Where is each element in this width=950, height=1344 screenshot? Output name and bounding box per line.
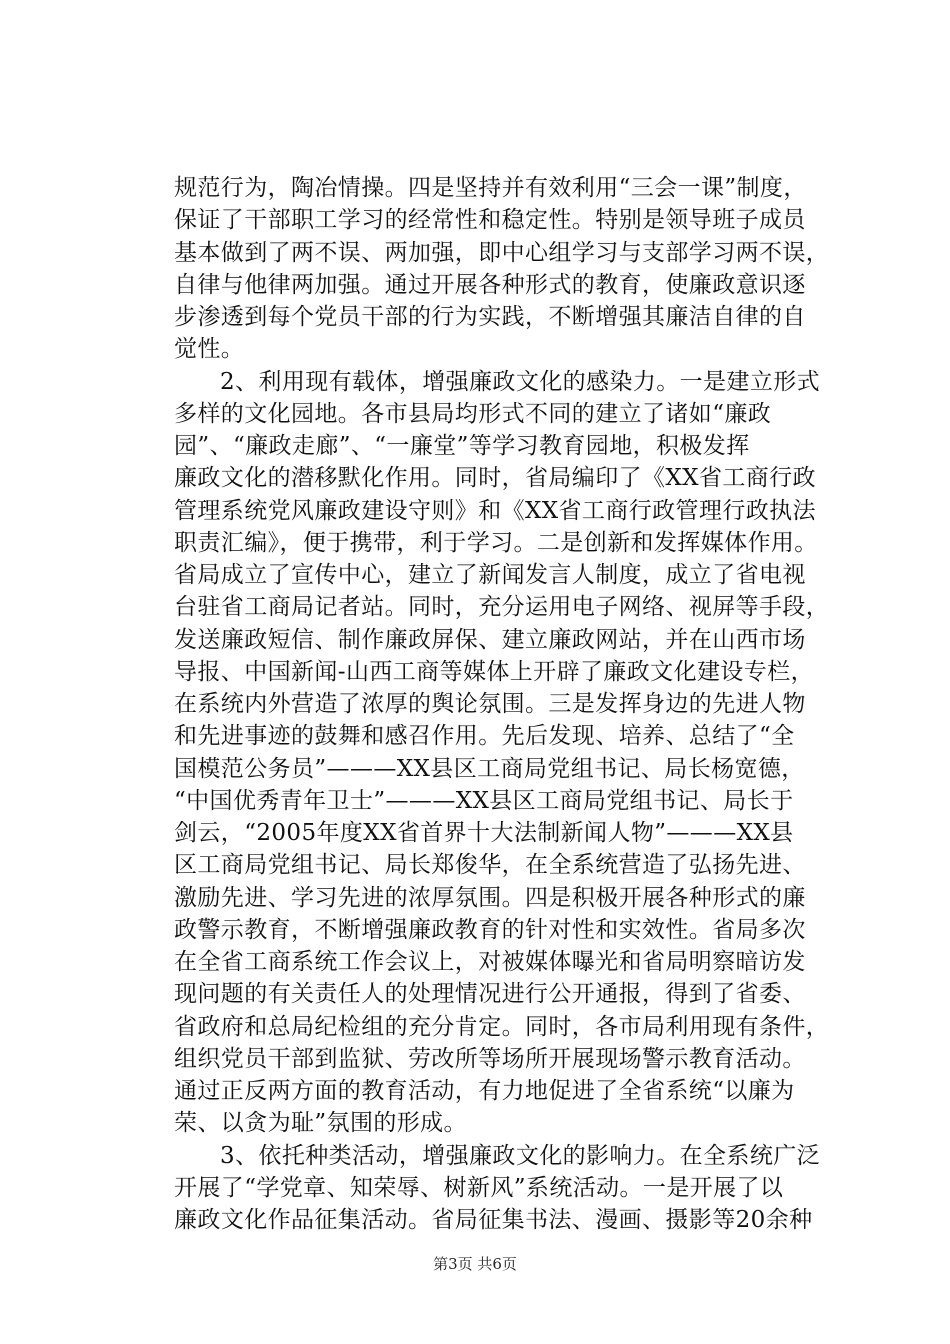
- text-line: 基本做到了两不误、两加强，即中心组学习与支部学习两不误，: [174, 239, 830, 266]
- text-line: 管理系统党风廉政建设守则》和《XX省工商行政管理行政执法: [174, 497, 816, 524]
- text-line: 步渗透到每个党员干部的行为实践，不断增强其廉洁自律的自: [174, 304, 806, 330]
- text-line: 导报、中国新闻-山西工商等媒体上开辟了廉政文化建设专栏，: [174, 658, 814, 685]
- text-line: 发送廉政短信、制作廉政屏保、建立廉政网站，并在山西市场: [174, 626, 806, 653]
- text-line: 国模范公务员”———XX县区工商局党组书记、局长杨宽德，: [174, 755, 805, 782]
- body-text: [174, 172, 834, 1236]
- text-line: 园”、“廉政走廊”、“一廉堂”等学习教育园地，积极发挥: [174, 433, 750, 459]
- paragraph-3-first-line: 3、依托种类活动，增强廉政文化的影响力。在全系统广泛: [220, 1142, 821, 1169]
- text-line: 廉政文化作品征集活动。省局征集书法、漫画、摄影等20余种: [174, 1207, 813, 1233]
- text-line: 激励先进、学习先进的浓厚氛围。四是积极开展各种形式的廉: [174, 884, 806, 911]
- text-line: 政警示教育，不断增强廉政教育的针对性和实效性。省局多次: [174, 916, 806, 943]
- text-line: 组织党员干部到监狱、劳改所等场所开展现场警示教育活动。: [174, 1045, 806, 1072]
- text-line: 在全省工商系统工作会议上，对被媒体曝光和省局明察暗访发: [174, 949, 806, 975]
- text-line: 在系统内外营造了浓厚的舆论氛围。三是发挥身边的先进人物: [174, 691, 806, 717]
- text-line: 多样的文化园地。各市县局均形式不同的建立了诸如“廉政: [174, 400, 772, 427]
- text-line: 开展了“学党章、知荣辱、树新风”系统活动。一是开展了以: [174, 1174, 784, 1201]
- text-line: 台驻省工商局记者站。同时，充分运用电子网络、视屏等手段，: [174, 594, 830, 621]
- text-line: 觉性。: [174, 336, 245, 363]
- text-line: 职责汇编》，便于携带，利于学习。二是创新和发挥媒体作用。: [174, 529, 818, 556]
- paragraph-2-first-line: 2、利用现有载体，增强廉政文化的感染力。一是建立形式: [220, 368, 821, 395]
- text-line: 保证了干部职工学习的经常性和稳定性。特别是领导班子成员: [174, 207, 806, 234]
- page-number-footer: 第3页 共6页: [433, 1255, 517, 1273]
- text-line: 省政府和总局纪检组的充分肯定。同时，各市局利用现有条件，: [174, 1013, 830, 1040]
- text-line: 和先进事迹的鼓舞和感召作用。先后发现、培养、总结了“全: [174, 723, 795, 750]
- text-line: 省局成立了宣传中心，建立了新闻发言人制度，成立了省电视: [174, 562, 806, 588]
- text-line: 现问题的有关责任人的处理情况进行公开通报，得到了省委、: [174, 981, 806, 1008]
- text-line: 通过正反两方面的教育活动，有力地促进了全省系统“以廉为: [174, 1078, 795, 1104]
- text-line: 规范行为，陶冶情操。四是坚持并有效利用“三会一课”制度，: [174, 175, 807, 201]
- text-line: 剑云，“2005年度XX省首界十大法制新闻人物”———XX县: [174, 820, 794, 846]
- text-line: 荣、以贪为耻”氛围的形成。: [174, 1110, 467, 1137]
- text-line: “中国优秀青年卫士”———XX县区工商局党组书记、局长于: [174, 787, 794, 814]
- text-line: 区工商局党组书记、局长郑俊华，在全系统营造了弘扬先进、: [174, 852, 806, 879]
- text-line: 廉政文化的潜移默化作用。同时，省局编印了《XX省工商行政: [174, 465, 816, 492]
- text-line: 自律与他律两加强。通过开展各种形式的教育，使廉政意识逐: [174, 271, 806, 298]
